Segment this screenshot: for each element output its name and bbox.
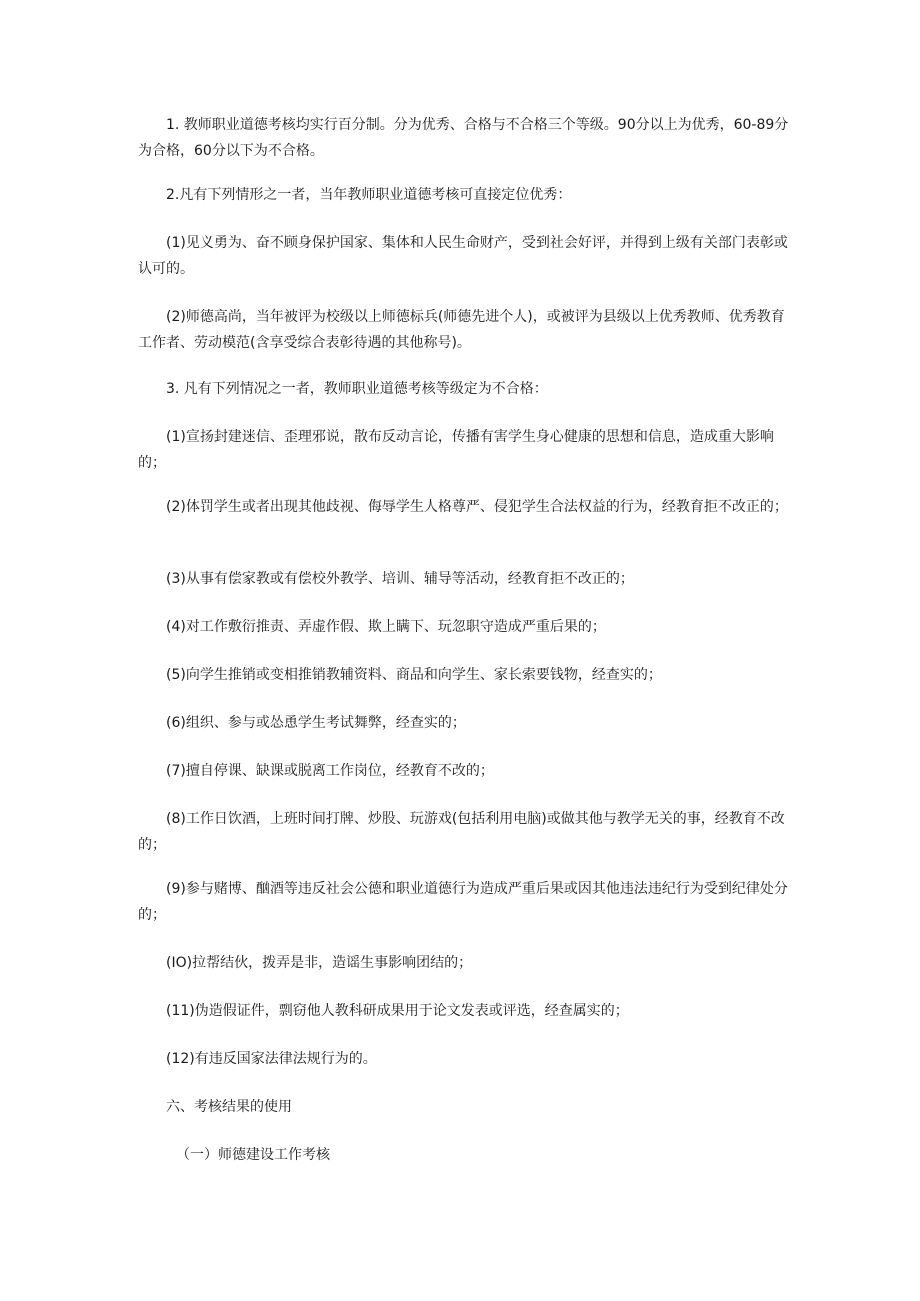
paragraph-unqualified-item-3: (3)从事有偿家教或有偿校外教学、培训、辅导等活动，经教育拒不改正的； (166, 571, 634, 587)
paragraph-unqualified-intro: 3. 凡有下列情况之一者，教师职业道德考核等级定为不合格： (166, 381, 548, 397)
paragraph-unqualified-item-2: (2)体罚学生或者出现其他歧视、侮辱学生人格尊严、侵犯学生合法权益的行为，经教育拒不改正的； (166, 499, 788, 515)
subsection-heading-ethics-assessment: （一）师德建设工作考核 (176, 1147, 330, 1163)
paragraph-excellent-item-1: (1)见义勇为、奋不顾身保护国家、集体和人民生命财产，受到社会好评，并得到上级有关部门表彰或认可的。 (138, 235, 788, 277)
paragraph-excellent-criteria-intro: 2.凡有下列情形之一者，当年教师职业道德考核可直接定位优秀： (166, 187, 572, 203)
paragraph-unqualified-item-11: (11)伪造假证件，剽窃他人教科研成果用于论文发表或评选，经查属实的； (166, 1003, 629, 1019)
paragraph-unqualified-item-9: (9)参与赌博、酗酒等违反社会公德和职业道德行为造成严重后果或因其他违法违纪行为受到纪律处分的； (138, 881, 788, 923)
paragraph-unqualified-item-6: (6)组织、参与或怂恿学生考试舞弊，经查实的； (166, 715, 466, 731)
paragraph-unqualified-item-8: (8)工作日饮酒，上班时间打牌、炒股、玩游戏(包括利用电脑)或做其他与教学无关的事，经教育不改的； (138, 811, 785, 853)
paragraph-grading-system: 1. 教师职业道德考核均实行百分制。分为优秀、合格与不合格三个等级。90分以上为优秀，60-89分为合格，60分以下为不合格。 (138, 117, 789, 159)
paragraph-unqualified-item-5: (5)向学生推销或变相推销教辅资料、商品和向学生、家长索要钱物，经查实的； (166, 667, 662, 683)
section-heading-results-usage: 六、考核结果的使用 (166, 1099, 292, 1115)
paragraph-unqualified-item-12: (12)有违反国家法律法规行为的。 (166, 1051, 377, 1067)
paragraph-unqualified-item-1: (1)宣扬封建迷信、歪理邪说，散布反动言论，传播有害学生身心健康的思想和信息，造成重大影响的； (138, 429, 774, 471)
paragraph-excellent-item-2: (2)师德高尚，当年被评为校级以上师德标兵(师德先进个人)，或被评为县级以上优秀教师、优秀教育工作者、劳动模范(含享受综合表彰待遇的其他称号)。 (138, 309, 785, 351)
paragraph-unqualified-item-7: (7)擅自停课、缺课或脱离工作岗位，经教育不改的； (166, 763, 494, 779)
paragraph-unqualified-item-4: (4)对工作敷衍推责、弄虚作假、欺上瞒下、玩忽职守造成严重后果的； (166, 619, 606, 635)
paragraph-unqualified-item-10: (IO)拉帮结伙，拨弄是非，造谣生事影响团结的； (166, 955, 473, 971)
